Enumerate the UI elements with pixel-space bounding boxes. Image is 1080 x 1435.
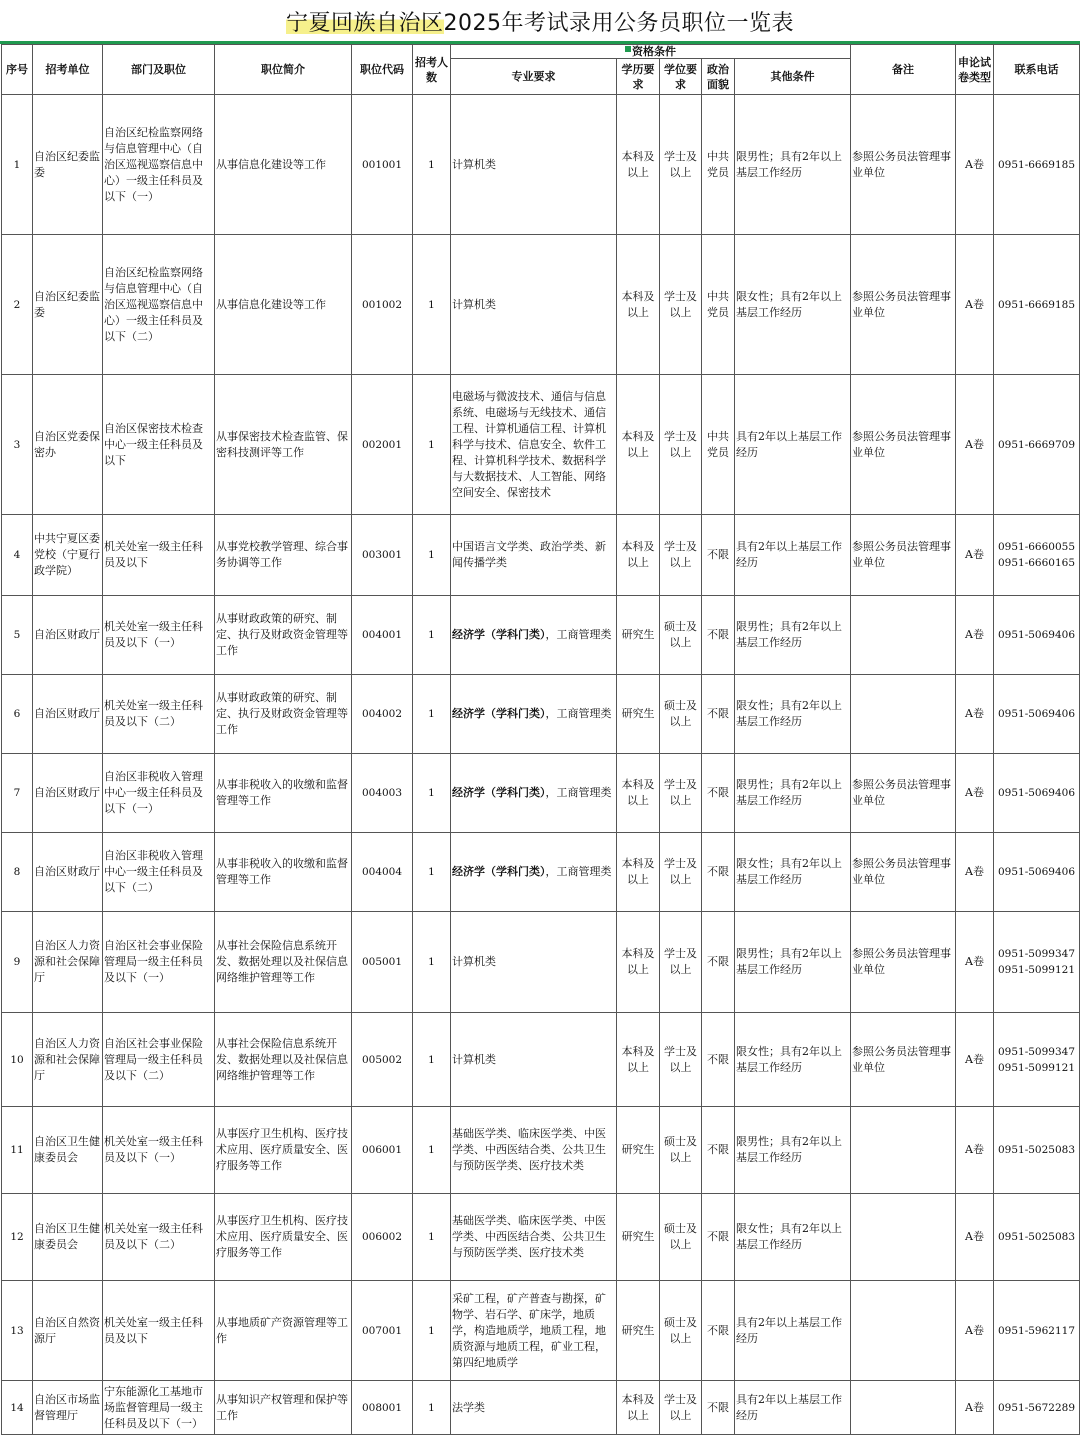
cell-dept: 自治区纪检监察网络与信息管理中心（自治区巡视巡察信息中心）一级主任科员及以下（二） <box>103 235 215 375</box>
cell-exam: A卷 <box>956 1381 994 1435</box>
cell-intro: 从事财政政策的研究、制定、执行及财政资金管理等工作 <box>215 596 352 675</box>
cell-edu: 本科及以上 <box>617 754 660 833</box>
cell-edu: 研究生 <box>617 596 660 675</box>
cell-dept: 自治区保密技术检查中心一级主任科员及以下 <box>103 375 215 515</box>
cell-dept: 自治区非税收入管理中心一级主任科员及以下（二） <box>103 833 215 912</box>
title-bar <box>0 0 1080 44</box>
cell-unit: 自治区自然资源厅 <box>33 1281 103 1381</box>
cell-political: 不限 <box>702 754 735 833</box>
cell-count: 1 <box>413 754 451 833</box>
cell-seq: 4 <box>2 515 33 596</box>
cell-seq: 13 <box>2 1281 33 1381</box>
header-seq: 序号 <box>2 45 33 95</box>
cell-major: 计算机类 <box>451 235 617 375</box>
cell-major <box>451 596 617 675</box>
table-row <box>2 833 1080 912</box>
cell-seq: 7 <box>2 754 33 833</box>
cell-degree: 学士及以上 <box>660 95 702 235</box>
header-unit: 招考单位 <box>33 45 103 95</box>
cell-unit: 自治区纪委监委 <box>33 95 103 235</box>
cell-degree: 硕士及以上 <box>660 1194 702 1281</box>
cell-unit: 自治区人力资源和社会保障厅 <box>33 1013 103 1107</box>
cell-unit: 自治区党委保密办 <box>33 375 103 515</box>
cell-count: 1 <box>413 1107 451 1194</box>
cell-degree: 学士及以上 <box>660 912 702 1013</box>
cell-major <box>451 833 617 912</box>
cell-major: 法学类 <box>451 1381 617 1435</box>
cell-unit: 自治区人力资源和社会保障厅 <box>33 912 103 1013</box>
cell-exam: A卷 <box>956 675 994 754</box>
cell-intro: 从事党校教学管理、综合事务协调等工作 <box>215 515 352 596</box>
cell-major: 计算机类 <box>451 1013 617 1107</box>
major-emphasis: 经济学（学科门类） <box>452 628 546 641</box>
table-row <box>2 1381 1080 1435</box>
cell-note: 参照公务员法管理事业单位 <box>851 833 956 912</box>
table-row <box>2 1194 1080 1281</box>
cell-note: 参照公务员法管理事业单位 <box>851 235 956 375</box>
cell-intro: 从事财政政策的研究、制定、执行及财政资金管理等工作 <box>215 675 352 754</box>
cell-phone: 0951-5672289 <box>994 1381 1080 1435</box>
positions-table <box>1 44 1080 1435</box>
cell-unit: 自治区卫生健康委员会 <box>33 1107 103 1194</box>
header-major: 专业要求 <box>451 59 617 95</box>
cell-exam: A卷 <box>956 375 994 515</box>
header-dept: 部门及职位 <box>103 45 215 95</box>
table-row <box>2 596 1080 675</box>
cell-seq: 3 <box>2 375 33 515</box>
cell-code: 004004 <box>352 833 413 912</box>
cell-edu: 本科及以上 <box>617 235 660 375</box>
cell-exam: A卷 <box>956 1281 994 1381</box>
major-rest: ，工商管理类 <box>545 707 612 720</box>
cell-major <box>451 754 617 833</box>
cell-other: 限男性；具有2年以上基层工作经历 <box>735 912 851 1013</box>
header-code: 职位代码 <box>352 45 413 95</box>
cell-seq: 12 <box>2 1194 33 1281</box>
cell-note: 参照公务员法管理事业单位 <box>851 515 956 596</box>
cell-major: 中国语言文学类、政治学类、新闻传播学类 <box>451 515 617 596</box>
cell-seq: 1 <box>2 95 33 235</box>
cell-count: 1 <box>413 912 451 1013</box>
cell-edu: 研究生 <box>617 1281 660 1381</box>
cell-unit: 自治区财政厅 <box>33 833 103 912</box>
cell-degree: 学士及以上 <box>660 375 702 515</box>
cell-intro: 从事知识产权管理和保护等工作 <box>215 1381 352 1435</box>
cell-count: 1 <box>413 1281 451 1381</box>
cell-phone: 0951-5025083 <box>994 1107 1080 1194</box>
header-exam: 申论试卷类型 <box>956 45 994 95</box>
cell-phone: 0951-6669185 <box>994 95 1080 235</box>
cell-political: 中共党员 <box>702 375 735 515</box>
cell-count: 1 <box>413 235 451 375</box>
table-row <box>2 754 1080 833</box>
cell-unit: 自治区卫生健康委员会 <box>33 1194 103 1281</box>
table-row <box>2 1107 1080 1194</box>
cell-note: 参照公务员法管理事业单位 <box>851 375 956 515</box>
cell-degree: 硕士及以上 <box>660 675 702 754</box>
cell-edu: 本科及以上 <box>617 833 660 912</box>
cell-note: 参照公务员法管理事业单位 <box>851 912 956 1013</box>
major-emphasis: 经济学（学科门类） <box>452 865 546 878</box>
cell-dept: 自治区社会事业保险管理局一级主任科员及以下（二） <box>103 1013 215 1107</box>
cell-intro: 从事社会保险信息系统开发、数据处理以及社保信息网络维护管理等工作 <box>215 912 352 1013</box>
page-title <box>0 6 1080 37</box>
header-phone: 联系电话 <box>994 45 1080 95</box>
cell-dept: 宁东能源化工基地市场监督管理局一级主任科员及以下（一） <box>103 1381 215 1435</box>
cell-unit: 自治区财政厅 <box>33 596 103 675</box>
cell-note <box>851 1194 956 1281</box>
cell-phone: 0951-6669709 <box>994 375 1080 515</box>
cell-exam: A卷 <box>956 596 994 675</box>
cell-note <box>851 1381 956 1435</box>
cell-dept: 自治区社会事业保险管理局一级主任科员及以下（一） <box>103 912 215 1013</box>
cell-political: 中共党员 <box>702 235 735 375</box>
cell-intro: 从事社会保险信息系统开发、数据处理以及社保信息网络维护管理等工作 <box>215 1013 352 1107</box>
cell-code: 001002 <box>352 235 413 375</box>
cell-major: 基础医学类、临床医学类、中医学类、中西医结合类、公共卫生与预防医学类、医疗技术类 <box>451 1194 617 1281</box>
cell-phone: 0951-5962117 <box>994 1281 1080 1381</box>
table-row <box>2 235 1080 375</box>
cell-other: 限男性；具有2年以上基层工作经历 <box>735 754 851 833</box>
cell-other: 限女性；具有2年以上基层工作经历 <box>735 833 851 912</box>
cell-degree: 学士及以上 <box>660 1381 702 1435</box>
cell-major: 计算机类 <box>451 95 617 235</box>
cell-count: 1 <box>413 1013 451 1107</box>
cell-phone: 0951-5099347 0951-5099121 <box>994 912 1080 1013</box>
title-highlight: 宁夏回族自治区 <box>285 11 444 36</box>
cell-code: 006002 <box>352 1194 413 1281</box>
cell-edu: 本科及以上 <box>617 912 660 1013</box>
cell-exam: A卷 <box>956 912 994 1013</box>
cell-phone: 0951-5069406 <box>994 833 1080 912</box>
cell-political: 不限 <box>702 912 735 1013</box>
cell-intro: 从事医疗卫生机构、医疗技术应用、医疗质量安全、医疗服务等工作 <box>215 1107 352 1194</box>
cell-dept: 自治区纪检监察网络与信息管理中心（自治区巡视巡察信息中心）一级主任科员及以下（一） <box>103 95 215 235</box>
header-note: 备注 <box>851 45 956 95</box>
cell-code: 004001 <box>352 596 413 675</box>
cell-edu: 本科及以上 <box>617 1013 660 1107</box>
cell-other: 具有2年以上基层工作经历 <box>735 1381 851 1435</box>
cell-other: 限女性；具有2年以上基层工作经历 <box>735 1013 851 1107</box>
cell-code: 001001 <box>352 95 413 235</box>
cell-dept: 机关处室一级主任科员及以下 <box>103 1281 215 1381</box>
cell-political: 不限 <box>702 596 735 675</box>
cell-political: 不限 <box>702 675 735 754</box>
cell-code: 005001 <box>352 912 413 1013</box>
cell-code: 002001 <box>352 375 413 515</box>
cell-count: 1 <box>413 95 451 235</box>
title-rest: 2025年考试录用公务员职位一览表 <box>443 11 794 36</box>
cell-edu: 本科及以上 <box>617 515 660 596</box>
cell-edu: 本科及以上 <box>617 375 660 515</box>
cell-seq: 6 <box>2 675 33 754</box>
cell-political: 不限 <box>702 1013 735 1107</box>
cell-other: 限女性；具有2年以上基层工作经历 <box>735 235 851 375</box>
cell-other: 限女性；具有2年以上基层工作经历 <box>735 1194 851 1281</box>
cell-dept: 机关处室一级主任科员及以下（一） <box>103 1107 215 1194</box>
cell-edu: 研究生 <box>617 1194 660 1281</box>
cell-intro: 从事非税收入的收缴和监督管理等工作 <box>215 754 352 833</box>
header-edu: 学历要求 <box>617 59 660 95</box>
cell-major: 采矿工程，矿产普查与勘探，矿物学、岩石学、矿床学，地质学，构造地质学，地质工程，地质资源与地质工程，矿业工程，第四纪地质学 <box>451 1281 617 1381</box>
cell-count: 1 <box>413 833 451 912</box>
header-marker <box>625 46 631 52</box>
cell-unit: 中共宁夏区委党校（宁夏行政学院） <box>33 515 103 596</box>
cell-other: 限男性；具有2年以上基层工作经历 <box>735 596 851 675</box>
cell-degree: 硕士及以上 <box>660 1281 702 1381</box>
major-rest: ，工商管理类 <box>545 628 612 641</box>
cell-dept: 机关处室一级主任科员及以下（一） <box>103 596 215 675</box>
cell-edu: 研究生 <box>617 675 660 754</box>
cell-seq: 9 <box>2 912 33 1013</box>
table-body <box>2 95 1080 1435</box>
cell-unit: 自治区市场监督管理厅 <box>33 1381 103 1435</box>
cell-phone: 0951-6669185 <box>994 235 1080 375</box>
cell-degree: 硕士及以上 <box>660 596 702 675</box>
cell-note <box>851 1281 956 1381</box>
cell-exam: A卷 <box>956 833 994 912</box>
cell-exam: A卷 <box>956 95 994 235</box>
cell-code: 007001 <box>352 1281 413 1381</box>
cell-degree: 学士及以上 <box>660 235 702 375</box>
cell-code: 003001 <box>352 515 413 596</box>
table-row <box>2 95 1080 235</box>
cell-dept: 机关处室一级主任科员及以下 <box>103 515 215 596</box>
header-qualifications: 资格条件 <box>451 45 851 59</box>
cell-intro: 从事保密技术检查监管、保密科技测评等工作 <box>215 375 352 515</box>
cell-count: 1 <box>413 1381 451 1435</box>
cell-other: 具有2年以上基层工作经历 <box>735 375 851 515</box>
cell-note: 参照公务员法管理事业单位 <box>851 1013 956 1107</box>
cell-intro: 从事信息化建设等工作 <box>215 235 352 375</box>
cell-seq: 8 <box>2 833 33 912</box>
table-row <box>2 1013 1080 1107</box>
cell-code: 005002 <box>352 1013 413 1107</box>
title-underline <box>0 41 1080 44</box>
cell-exam: A卷 <box>956 235 994 375</box>
cell-political: 不限 <box>702 1381 735 1435</box>
cell-unit: 自治区财政厅 <box>33 754 103 833</box>
header-other: 其他条件 <box>735 59 851 95</box>
cell-major <box>451 675 617 754</box>
cell-dept: 自治区非税收入管理中心一级主任科员及以下（一） <box>103 754 215 833</box>
cell-political: 不限 <box>702 1107 735 1194</box>
cell-seq: 14 <box>2 1381 33 1435</box>
cell-phone: 0951-5099347 0951-5099121 <box>994 1013 1080 1107</box>
cell-phone: 0951-5069406 <box>994 675 1080 754</box>
cell-note <box>851 675 956 754</box>
cell-degree: 学士及以上 <box>660 833 702 912</box>
cell-political: 中共党员 <box>702 95 735 235</box>
cell-exam: A卷 <box>956 1107 994 1194</box>
cell-political: 不限 <box>702 1194 735 1281</box>
cell-edu: 本科及以上 <box>617 1381 660 1435</box>
cell-major: 计算机类 <box>451 912 617 1013</box>
cell-other: 具有2年以上基层工作经历 <box>735 1281 851 1381</box>
cell-degree: 硕士及以上 <box>660 1107 702 1194</box>
cell-code: 004003 <box>352 754 413 833</box>
cell-seq: 10 <box>2 1013 33 1107</box>
cell-major: 电磁场与微波技术、通信与信息系统、电磁场与无线技术、通信工程、计算机通信工程、计算机科学与技术、信息安全、软件工程、计算机科学技术、数据科学与大数据技术、人工智能、网络空间安全、保密技术 <box>451 375 617 515</box>
cell-degree: 学士及以上 <box>660 1013 702 1107</box>
cell-phone: 0951-6660055 0951-6660165 <box>994 515 1080 596</box>
cell-political: 不限 <box>702 833 735 912</box>
major-rest: ，工商管理类 <box>545 865 612 878</box>
cell-degree: 学士及以上 <box>660 515 702 596</box>
cell-phone: 0951-5069406 <box>994 754 1080 833</box>
cell-exam: A卷 <box>956 754 994 833</box>
cell-code: 008001 <box>352 1381 413 1435</box>
cell-edu: 本科及以上 <box>617 95 660 235</box>
cell-phone: 0951-5025083 <box>994 1194 1080 1281</box>
cell-major: 基础医学类、临床医学类、中医学类、中西医结合类、公共卫生与预防医学类、医疗技术类 <box>451 1107 617 1194</box>
cell-seq: 11 <box>2 1107 33 1194</box>
cell-intro: 从事信息化建设等工作 <box>215 95 352 235</box>
cell-count: 1 <box>413 1194 451 1281</box>
cell-count: 1 <box>413 515 451 596</box>
cell-seq: 2 <box>2 235 33 375</box>
cell-dept: 机关处室一级主任科员及以下（二） <box>103 1194 215 1281</box>
cell-degree: 学士及以上 <box>660 754 702 833</box>
table-row <box>2 912 1080 1013</box>
cell-code: 004002 <box>352 675 413 754</box>
cell-count: 1 <box>413 596 451 675</box>
major-rest: ，工商管理类 <box>545 786 612 799</box>
cell-exam: A卷 <box>956 1194 994 1281</box>
cell-other: 具有2年以上基层工作经历 <box>735 515 851 596</box>
header-political: 政治面貌 <box>702 59 735 95</box>
table-row <box>2 375 1080 515</box>
cell-dept: 机关处室一级主任科员及以下（二） <box>103 675 215 754</box>
cell-other: 限男性；具有2年以上基层工作经历 <box>735 1107 851 1194</box>
cell-note: 参照公务员法管理事业单位 <box>851 754 956 833</box>
cell-note: 参照公务员法管理事业单位 <box>851 95 956 235</box>
table-row <box>2 515 1080 596</box>
cell-seq: 5 <box>2 596 33 675</box>
major-emphasis: 经济学（学科门类） <box>452 707 546 720</box>
cell-political: 不限 <box>702 515 735 596</box>
cell-exam: A卷 <box>956 515 994 596</box>
cell-code: 006001 <box>352 1107 413 1194</box>
header-count: 招考人数 <box>413 45 451 95</box>
cell-unit: 自治区财政厅 <box>33 675 103 754</box>
cell-count: 1 <box>413 675 451 754</box>
cell-intro: 从事非税收入的收缴和监督管理等工作 <box>215 833 352 912</box>
table-row <box>2 1281 1080 1381</box>
header-intro: 职位简介 <box>215 45 352 95</box>
cell-edu: 研究生 <box>617 1107 660 1194</box>
cell-other: 限女性；具有2年以上基层工作经历 <box>735 675 851 754</box>
cell-intro: 从事医疗卫生机构、医疗技术应用、医疗质量安全、医疗服务等工作 <box>215 1194 352 1281</box>
cell-intro: 从事地质矿产资源管理等工作 <box>215 1281 352 1381</box>
table-row <box>2 675 1080 754</box>
cell-exam: A卷 <box>956 1013 994 1107</box>
cell-political: 不限 <box>702 1281 735 1381</box>
cell-unit: 自治区纪委监委 <box>33 235 103 375</box>
cell-note <box>851 1107 956 1194</box>
header-degree: 学位要求 <box>660 59 702 95</box>
cell-count: 1 <box>413 375 451 515</box>
cell-note <box>851 596 956 675</box>
cell-phone: 0951-5069406 <box>994 596 1080 675</box>
cell-other: 限男性；具有2年以上基层工作经历 <box>735 95 851 235</box>
major-emphasis: 经济学（学科门类） <box>452 786 546 799</box>
